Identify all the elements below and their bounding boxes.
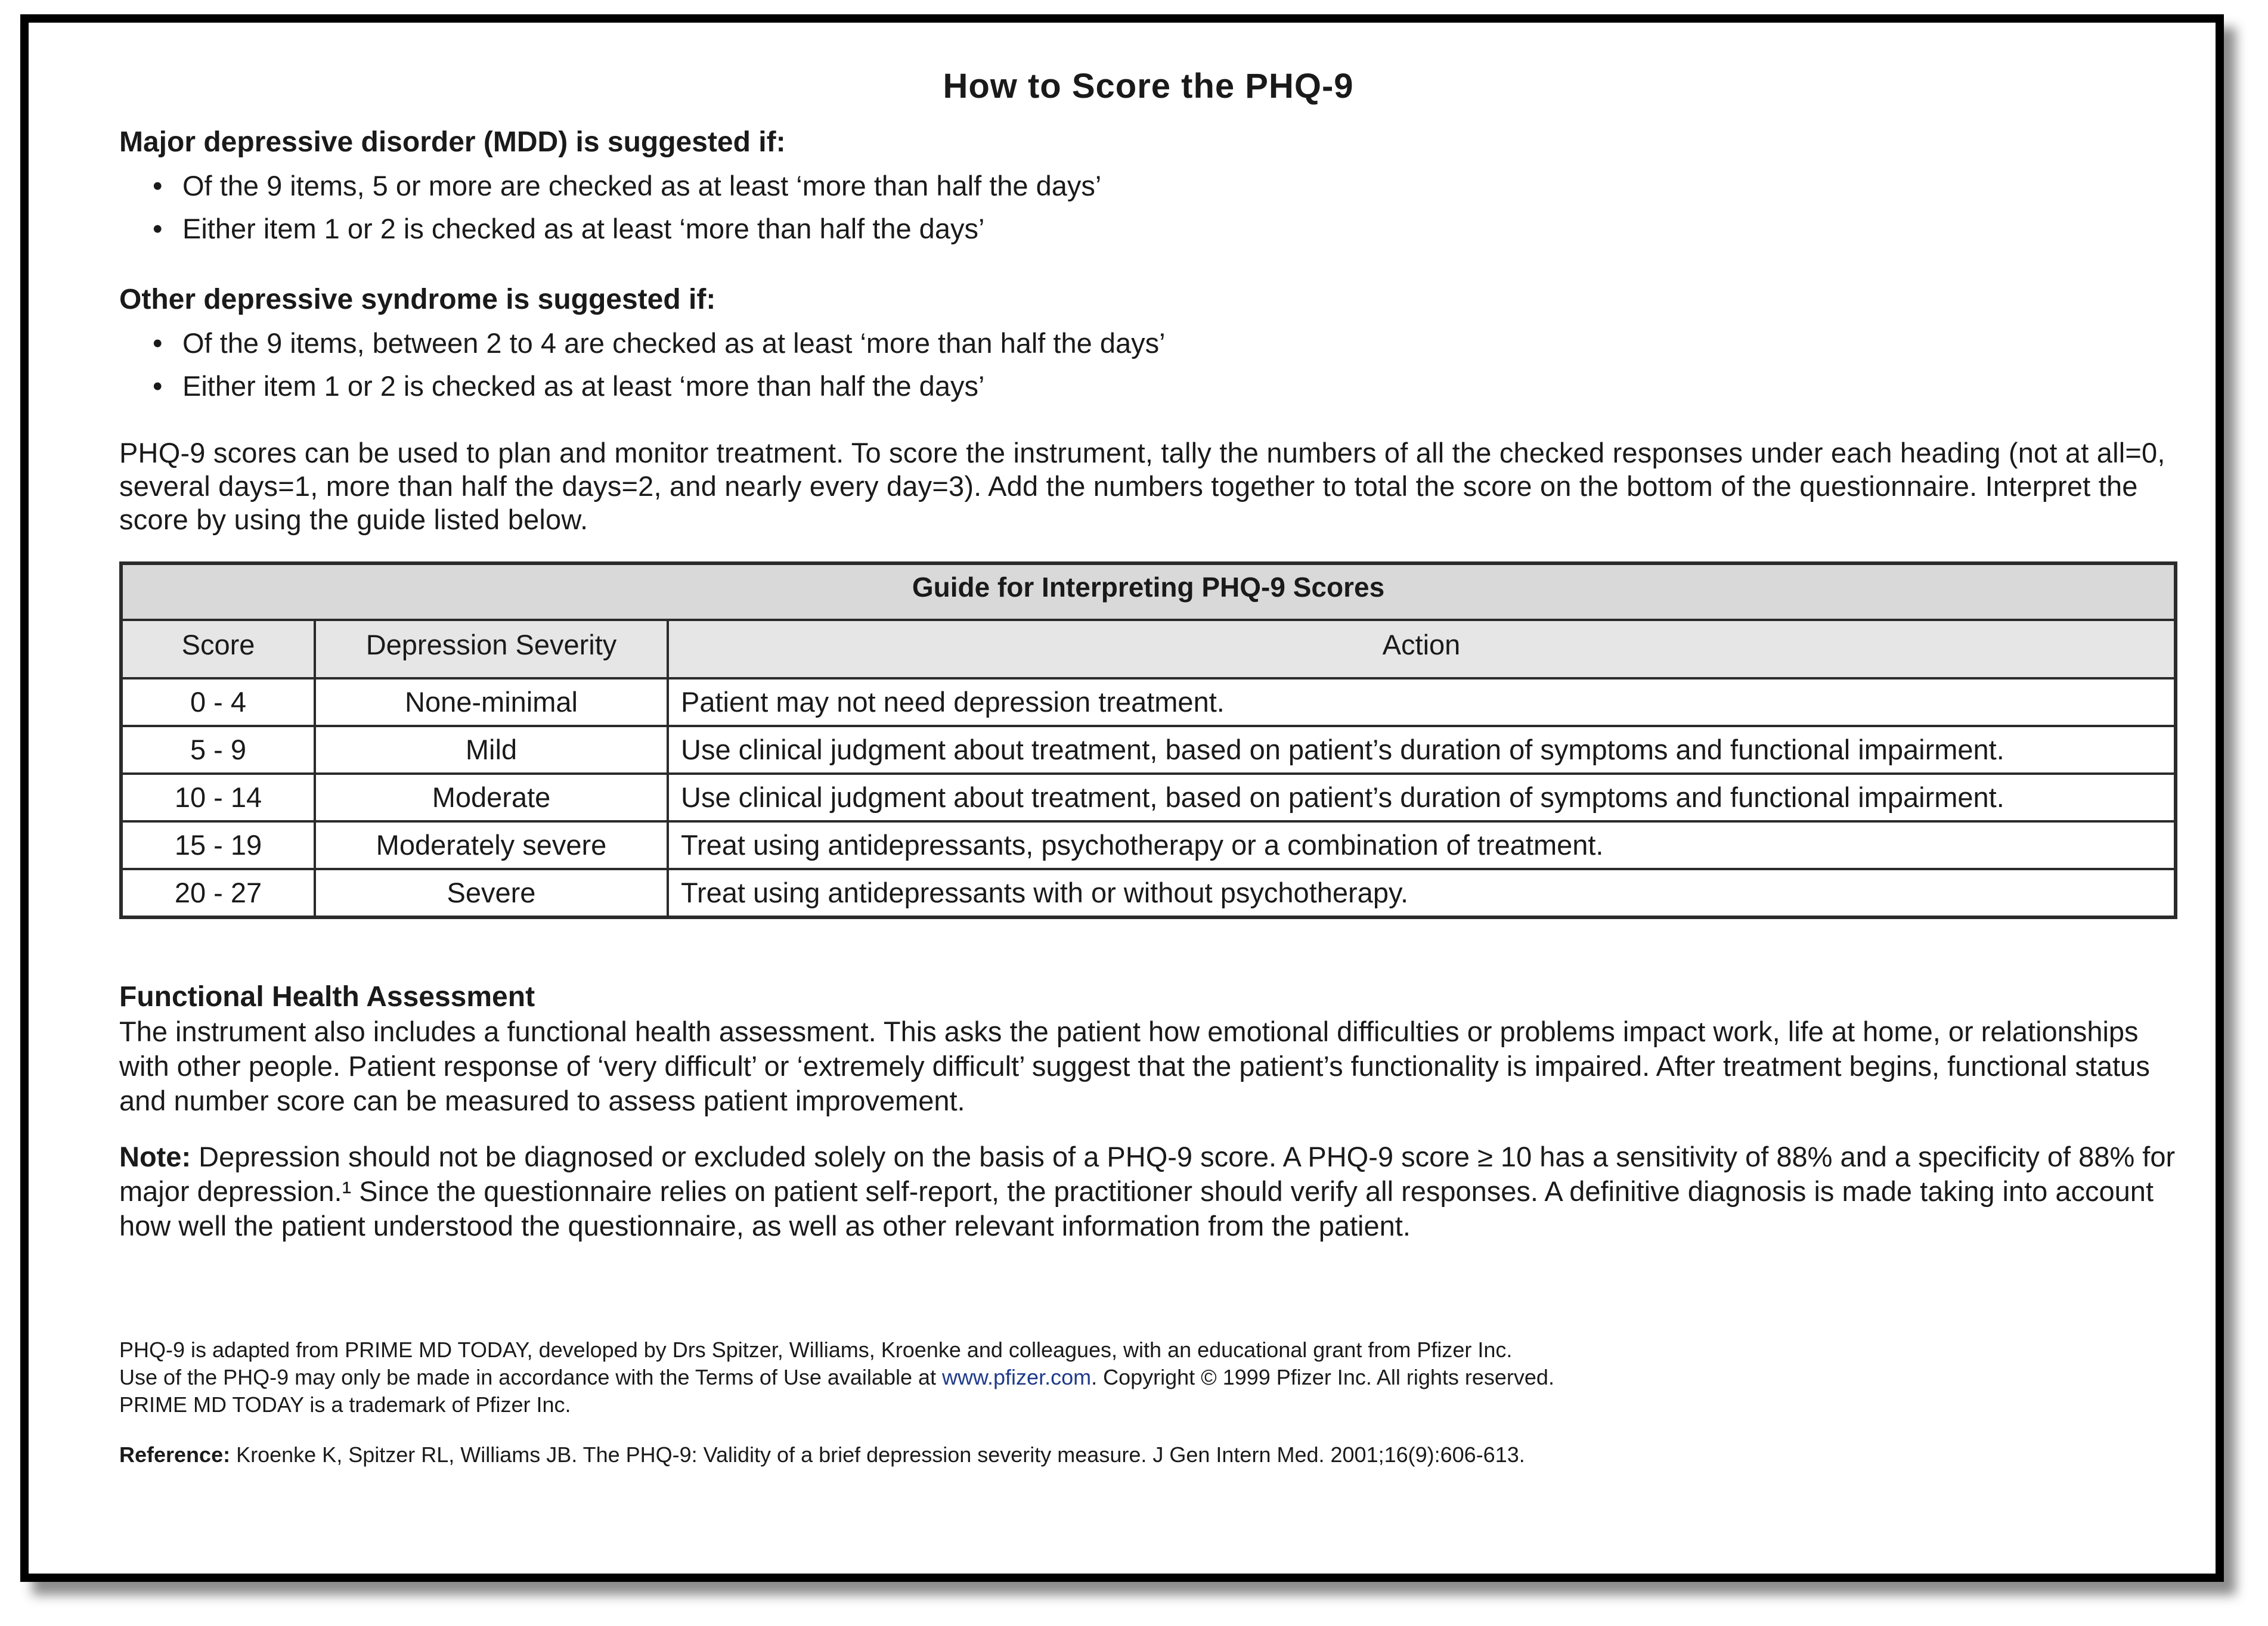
bullet-icon: •	[153, 170, 163, 201]
page-title: How to Score the PHQ-9	[943, 67, 1354, 105]
bullet-icon: •	[153, 213, 163, 244]
reference-label: Reference:	[119, 1442, 231, 1467]
table-row	[121, 869, 2176, 917]
footer-text: . Copyright © 1999 Pfizer Inc. All rights reserved.	[1091, 1365, 1554, 1389]
table-row	[121, 774, 2176, 821]
column-header-score: Score	[121, 620, 315, 678]
score-cell: 10 - 14	[121, 774, 315, 821]
other-syndrome-heading: Other depressive syndrome is suggested if:	[119, 284, 716, 315]
functional-health-heading: Functional Health Assessment	[119, 981, 535, 1013]
mdd-criteria-list	[119, 165, 2177, 250]
other-criteria-list	[119, 322, 2177, 408]
score-cell: 0 - 4	[121, 678, 315, 726]
document-page	[119, 41, 2177, 1469]
document-frame	[20, 14, 2224, 1582]
footer-line	[119, 1364, 2177, 1391]
action-cell: Treat using antidepressants, psychotherapy or a combination of treatment.	[668, 821, 2176, 869]
note-text: Depression should not be diagnosed or excluded solely on the basis of a PHQ-9 score. A PHQ-9 score ≥ 10 has a sensitivity of 88% and a specificity of 88% for major depression.¹ Since the questionnaire relies on patient self-report, the practitioner should verify all responses. A definitive diagnosis is made taking into account how well the patient understood the questionnaire, as well as other relevant information from the patient.	[119, 1141, 2176, 1242]
action-cell: Treat using antidepressants with or without psychotherapy.	[668, 869, 2176, 917]
score-cell: 15 - 19	[121, 821, 315, 869]
criteria-text: Either item 1 or 2 is checked as at least ‘more than half the days’	[182, 213, 985, 244]
footer-text: Use of the PHQ-9 may only be made in accordance with the Terms of Use available at	[119, 1365, 943, 1389]
criteria-text: Of the 9 items, 5 or more are checked as at least ‘more than half the days’	[182, 170, 1102, 201]
action-cell: Patient may not need depression treatment.	[668, 678, 2176, 726]
severity-cell: Moderate	[315, 774, 668, 821]
score-cell: 5 - 9	[121, 726, 315, 774]
reference-line	[119, 1441, 2177, 1469]
action-cell: Use clinical judgment about treatment, based on patient’s duration of symptoms and functional impairment.	[668, 726, 2176, 774]
column-header-severity: Depression Severity	[315, 620, 668, 678]
note-label: Note:	[119, 1141, 191, 1172]
severity-cell: Moderately severe	[315, 821, 668, 869]
reference-text: Kroenke K, Spitzer RL, Williams JB. The PHQ-9: Validity of a brief depression severity measure. J Gen Intern Med. 2001;16(9):606-613.	[230, 1442, 1525, 1467]
bullet-icon: •	[153, 327, 163, 359]
functional-health-body: The instrument also includes a functional health assessment. This asks the patient how emotional difficulties or problems impact work, life at home, or relationships with other people. Patient response of ‘very difficult’ or ‘extremely difficult’ suggest that the patient’s functionality is impaired. After treatment begins, functional status and number score can be measured to assess patient improvement.	[119, 1016, 2150, 1116]
score-guide-table	[119, 561, 2177, 919]
footer-credits	[119, 1336, 2177, 1419]
severity-cell: Severe	[315, 869, 668, 917]
criteria-text: Of the 9 items, between 2 to 4 are checked as at least ‘more than half the days’	[182, 327, 1166, 359]
footer-line: PRIME MD TODAY is a trademark of Pfizer Inc.	[119, 1392, 571, 1417]
mdd-heading: Major depressive disorder (MDD) is suggested if:	[119, 126, 786, 158]
action-cell: Use clinical judgment about treatment, based on patient’s duration of symptoms and functional impairment.	[668, 774, 2176, 821]
note-paragraph	[119, 1140, 2177, 1243]
footer-line: PHQ-9 is adapted from PRIME MD TODAY, developed by Drs Spitzer, Williams, Kroenke and colleagues, with an educational grant from Pfizer Inc.	[119, 1338, 1513, 1362]
score-cell: 20 - 27	[121, 869, 315, 917]
pfizer-link[interactable]: www.pfizer.com	[942, 1365, 1092, 1389]
table-row	[121, 678, 2176, 726]
list-item	[153, 322, 2177, 365]
scoring-paragraph: PHQ-9 scores can be used to plan and monitor treatment. To score the instrument, tally the numbers of all the checked responses under each heading (not at all=0, several days=1, more than half the days=2, and nearly every day=3). Add the numbers together to total the score on the bottom of the questionnaire. Interpret the score by using the guide listed below.	[119, 437, 2165, 535]
list-item	[153, 365, 2177, 408]
column-header-action: Action	[668, 620, 2176, 678]
criteria-text: Either item 1 or 2 is checked as at least ‘more than half the days’	[182, 370, 985, 402]
table-row	[121, 726, 2176, 774]
list-item	[153, 207, 2177, 250]
table-caption: Guide for Interpreting PHQ-9 Scores	[121, 563, 2176, 620]
severity-cell: None-minimal	[315, 678, 668, 726]
table-row	[121, 821, 2176, 869]
list-item	[153, 165, 2177, 207]
severity-cell: Mild	[315, 726, 668, 774]
bullet-icon: •	[153, 370, 163, 402]
